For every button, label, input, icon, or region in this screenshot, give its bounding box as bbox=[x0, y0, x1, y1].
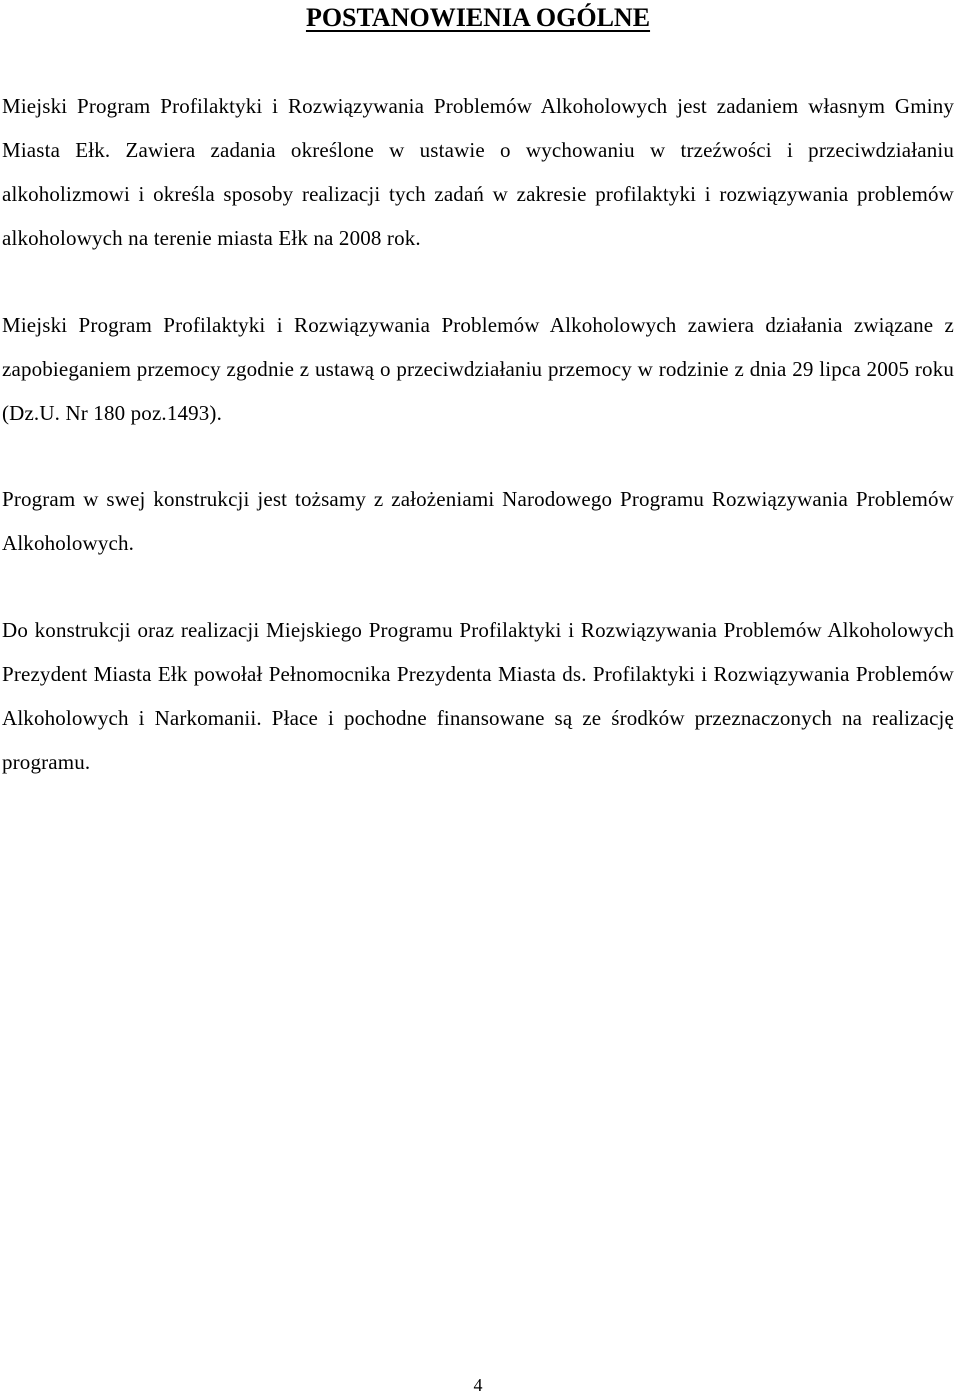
paragraph-program-realization: Do konstrukcji oraz realizacji Miejskiego Programu Profilaktyki i Rozwiązywania Problemów Alkoholowych Prezydent Miasta Ełk powołał Pełnomocnika Prezydenta Miasta ds. Profilaktyki i Rozwiązywania Problemów Alkoholowych i Narkomanii. Płace i pochodne finansowane są ze środków przeznaczonych na realizację programu. bbox=[2, 618, 954, 774]
page-number: 4 bbox=[473, 1375, 483, 1395]
paragraph-program-scope: Miejski Program Profilaktyki i Rozwiązywania Problemów Alkoholowych jest zadaniem własnym Gminy Miasta Ełk. Zawiera zadania określone w ustawie o wychowaniu w trzeźwości i przeciwdziałaniu alkoholizmowi i określa sposoby realizacji tych zadań w zakresie profilaktyki i rozwiązywania problemów alkoholowych na terenie miasta Ełk na 2008 rok. bbox=[2, 94, 954, 250]
section-heading: POSTANOWIENIA OGÓLNE bbox=[305, 3, 651, 32]
paragraph-violence-prevention: Miejski Program Profilaktyki i Rozwiązywania Problemów Alkoholowych zawiera działania związane z zapobieganiem przemocy zgodnie z ustawą o przeciwdziałaniu przemocy w rodzinie z dnia 29 lipca 2005 roku (Dz.U. Nr 180 poz.1493). bbox=[2, 313, 954, 425]
paragraph-national-program: Program w swej konstrukcji jest tożsamy z założeniami Narodowego Programu Rozwiązywania Problemów Alkoholowych. bbox=[2, 487, 954, 555]
